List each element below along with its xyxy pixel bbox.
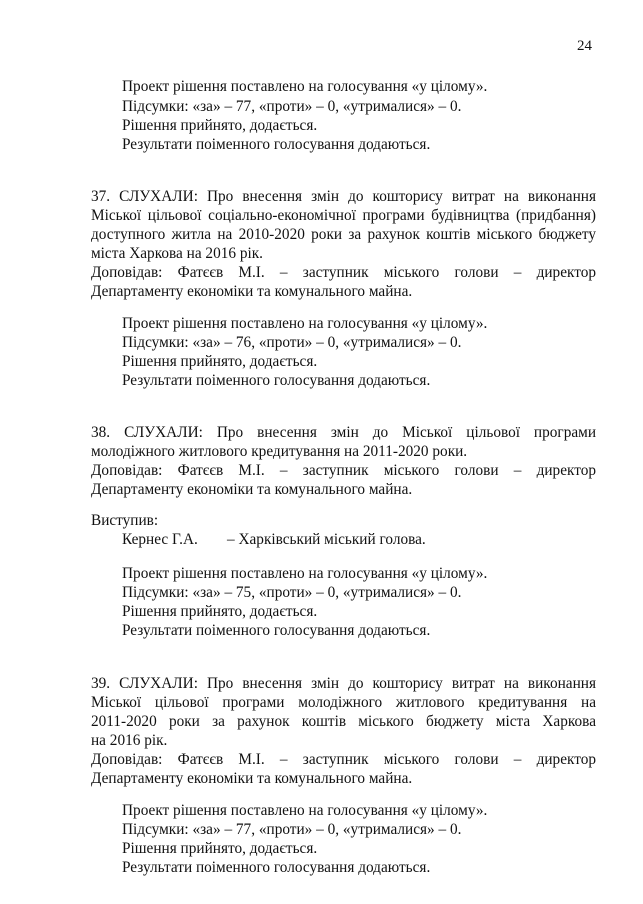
item37-roll-call: Результати поіменного голосування додаються. [122, 372, 431, 389]
item39-heading: 39. СЛУХАЛИ: Про внесення змін до кошторису витрат на виконання [91, 675, 596, 692]
item39-line2: Міської цільової програми молодіжного житлового кредитування на [91, 694, 596, 711]
item39-vote-line: Проект рішення поставлено на голосування «у цілому». [122, 802, 488, 819]
intro-roll-call: Результати поіменного голосування додаються. [122, 136, 431, 153]
item39-reporter-dept: Департаменту економіки та комунального майна. [91, 770, 413, 787]
item38-heading: 38. СЛУХАЛИ: Про внесення змін до Міської цільової програми [91, 424, 596, 441]
intro-decision: Рішення прийнято, додається. [122, 117, 318, 134]
item38-spoke-label: Виступив: [91, 512, 159, 529]
item38-vote-results: Підсумки: «за» – 75, «проти» – 0, «утрималися» – 0. [122, 584, 462, 601]
item37-vote-results: Підсумки: «за» – 76, «проти» – 0, «утрималися» – 0. [122, 334, 462, 351]
item39-decision: Рішення прийнято, додається. [122, 840, 318, 857]
item39-roll-call: Результати поіменного голосування додаються. [122, 859, 431, 876]
item38-roll-call: Результати поіменного голосування додаються. [122, 622, 431, 639]
item37-reporter-dept: Департаменту економіки та комунального майна. [91, 283, 413, 300]
page-number: 24 [577, 38, 592, 54]
item38-reporter-dept: Департаменту економіки та комунального майна. [91, 481, 413, 498]
item38-speaker-name: Кернес Г.А. [122, 531, 198, 548]
item38-speaker-role: – Харківський міський голова. [227, 531, 426, 548]
item38-decision: Рішення прийнято, додається. [122, 603, 318, 620]
item39-reporter: Доповідав: Фатєєв М.І. – заступник міського голови – директор [91, 751, 596, 768]
item38-vote-line: Проект рішення поставлено на голосування «у цілому». [122, 565, 488, 582]
item37-line3: доступного житла на 2010-2020 роки за рахунок коштів міського бюджету [91, 226, 596, 243]
item37-line2: Міської цільової соціально-економічної програми будівництва (придбання) [91, 207, 596, 224]
item37-line4: міста Харкова на 2016 рік. [91, 245, 264, 262]
item39-line3: 2011-2020 роки за рахунок коштів міського бюджету міста Харкова [91, 713, 596, 730]
intro-vote-line: Проект рішення поставлено на голосування «у цілому». [122, 78, 488, 95]
item39-vote-results: Підсумки: «за» – 77, «проти» – 0, «утрималися» – 0. [122, 821, 462, 838]
item38-line2: молодіжного житлового кредитування на 2011-2020 роки. [91, 443, 468, 460]
item38-reporter: Доповідав: Фатєєв М.І. – заступник міського голови – директор [91, 462, 596, 479]
item37-decision: Рішення прийнято, додається. [122, 353, 318, 370]
item37-reporter: Доповідав: Фатєєв М.І. – заступник міського голови – директор [91, 264, 596, 281]
item39-line4: на 2016 рік. [91, 732, 168, 749]
item37-heading: 37. СЛУХАЛИ: Про внесення змін до кошторису витрат на виконання [91, 188, 596, 205]
item37-vote-line: Проект рішення поставлено на голосування «у цілому». [122, 315, 488, 332]
intro-vote-results: Підсумки: «за» – 77, «проти» – 0, «утрималися» – 0. [122, 98, 462, 115]
